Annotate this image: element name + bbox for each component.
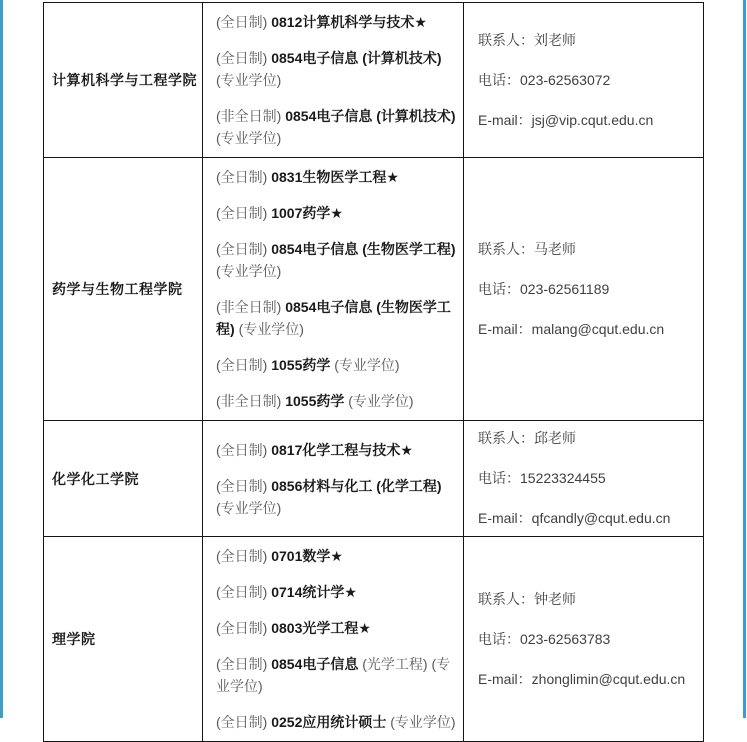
contact-person: 联系人：马老师 xyxy=(478,240,576,257)
program-name: 0817化学工程与技术★ xyxy=(271,441,413,458)
program-name: 0854电子信息 xyxy=(271,656,359,672)
contact-phone: 电话：15223324455 xyxy=(478,470,606,486)
contact-person: 联系人：邱老师 xyxy=(478,430,576,446)
program-name: 0812计算机科学与技术★ xyxy=(271,14,427,30)
programs-cell xyxy=(203,537,464,742)
college-programs-table xyxy=(43,2,704,742)
college-name-cell: 药学与生物工程学院 xyxy=(44,158,203,421)
program-entry xyxy=(216,711,458,733)
program-mode-label: (全日制) xyxy=(216,14,268,30)
program-name: 1007药学★ xyxy=(271,205,343,221)
program-entry xyxy=(216,11,458,33)
program-entry xyxy=(216,545,458,567)
program-mode-label: (非全日制) xyxy=(216,299,282,315)
programs-cell xyxy=(203,3,464,158)
program-entry xyxy=(216,390,458,412)
program-mode-label: (全日制) xyxy=(216,241,268,257)
program-degree-note: (专业学位) xyxy=(216,499,282,516)
program-mode-label: (全日制) xyxy=(216,620,268,636)
program-entry xyxy=(216,202,458,224)
program-degree-note: (专业学位) xyxy=(216,130,282,146)
program-mode-label: (非全日制) xyxy=(216,108,282,124)
program-mode-label: (全日制) xyxy=(216,357,268,373)
program-name: 0856材料与化工 (化学工程) xyxy=(271,477,442,494)
table-row xyxy=(44,158,704,421)
page-right-accent-border xyxy=(743,0,746,718)
program-mode-label: (全日制) xyxy=(216,548,268,564)
program-mode-label: (全日制) xyxy=(216,584,268,600)
program-name: 1055药学 xyxy=(285,393,345,409)
program-degree-note: (专业学位) xyxy=(238,321,304,337)
college-name-cell: 计算机科学与工程学院 xyxy=(44,3,203,158)
program-name: 0854电子信息 (计算机技术) xyxy=(285,108,456,124)
program-entry xyxy=(216,653,458,697)
college-name-cell: 理学院 xyxy=(44,537,203,742)
program-entry xyxy=(216,238,458,282)
contact-phone: 电话：023-62561189 xyxy=(478,280,610,297)
contact-cell xyxy=(464,421,704,537)
contact-phone: 电话：023-62563072 xyxy=(478,71,611,88)
program-mode-label: (全日制) xyxy=(216,50,268,66)
program-entry xyxy=(216,296,458,340)
program-name: 0854电子信息 (生物医学工程) xyxy=(216,299,451,337)
program-name: 0701数学★ xyxy=(271,548,343,564)
program-entry xyxy=(216,105,458,149)
program-name: 0854电子信息 (生物医学工程) xyxy=(271,241,456,257)
program-mode-label: (全日制) xyxy=(216,169,268,185)
program-entry xyxy=(216,166,458,188)
program-mode-label: (全日制) xyxy=(216,441,268,458)
program-entry xyxy=(216,617,458,639)
program-degree-note: (专业学位) xyxy=(334,357,400,373)
college-table-body xyxy=(44,3,704,742)
program-name: 0831生物医学工程★ xyxy=(271,169,399,185)
program-mode-label: (非全日制) xyxy=(216,393,282,409)
program-name: 0252应用统计硕士 xyxy=(271,714,387,730)
contact-person: 联系人：刘老师 xyxy=(478,31,576,48)
programs-cell xyxy=(203,421,464,537)
program-name: 0854电子信息 (计算机技术) xyxy=(271,50,442,66)
program-mode-label: (全日制) xyxy=(216,656,268,672)
table-row xyxy=(44,537,704,742)
college-name-cell: 化学化工学院 xyxy=(44,421,203,537)
programs-cell xyxy=(203,158,464,421)
program-name: 0803光学工程★ xyxy=(271,620,371,636)
program-mode-label: (全日制) xyxy=(216,477,268,494)
program-degree-note: (专业学位) xyxy=(390,714,456,730)
program-mode-label: (全日制) xyxy=(216,205,268,221)
program-degree-note: (专业学位) xyxy=(216,72,282,88)
contact-cell xyxy=(464,3,704,158)
contact-email: E-mail：zhonglimin@cqut.edu.cn xyxy=(478,670,686,687)
table-row xyxy=(44,3,704,158)
program-name: 1055药学 xyxy=(271,357,331,373)
contact-cell xyxy=(464,158,704,421)
program-entry xyxy=(216,439,458,461)
contact-email: E-mail：jsj@vip.cqut.edu.cn xyxy=(478,111,654,128)
program-degree-note: (专业学位) xyxy=(348,393,414,409)
table-row xyxy=(44,421,704,537)
page-left-accent-border xyxy=(0,0,3,718)
program-degree-note: (光学工程) (专业学位) xyxy=(216,656,451,694)
contact-cell xyxy=(464,537,704,742)
program-entry xyxy=(216,354,458,376)
program-entry xyxy=(216,47,458,91)
program-mode-label: (全日制) xyxy=(216,714,268,730)
program-name: 0714统计学★ xyxy=(271,584,357,600)
contact-person: 联系人：钟老师 xyxy=(478,590,576,607)
contact-phone: 电话：023-62563783 xyxy=(478,630,611,647)
program-degree-note: (专业学位) xyxy=(216,263,282,279)
contact-email: E-mail：qfcandly@cqut.edu.cn xyxy=(478,510,671,526)
program-entry xyxy=(216,581,458,603)
program-entry xyxy=(216,475,458,519)
contact-email: E-mail：malang@cqut.edu.cn xyxy=(478,320,665,337)
